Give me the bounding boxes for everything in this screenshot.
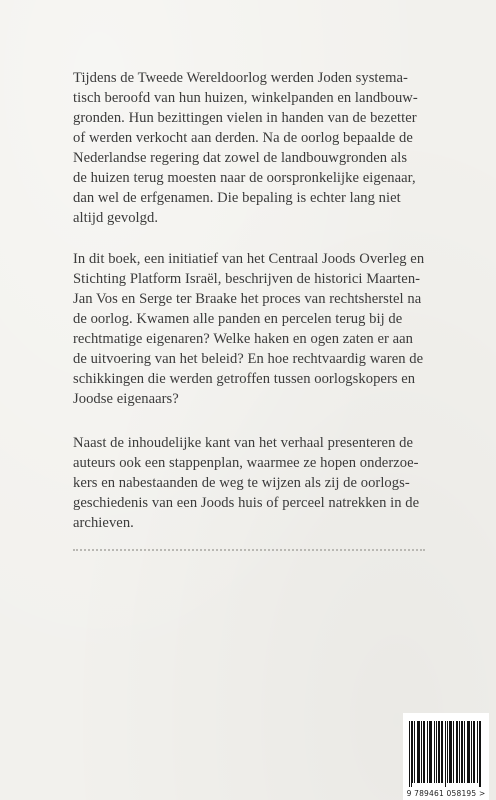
paragraph-intro — [73, 68, 428, 228]
barcode-digits: 9 789461 058195 > — [406, 789, 486, 798]
paragraph-text: Tijdens de Tweede Wereldoorlog werden Joden systema- tisch beroofd van hun huizen, winkelpanden en landbouw- gronden. Hun bezittingen vielen in handen van de bezetter of werden verkocht aan derden. Na de oorlog bepaalde de Nederlandse regering dat zowel de landbouwgronden als de huizen terug moesten naar de oorspronkelijke eigenaar, dan wel de erfgenamen. Die bepaling is echter lang niet altijd gevolgd. — [73, 70, 418, 226]
dotted-divider — [73, 549, 425, 551]
isbn-barcode — [403, 713, 489, 800]
barcode-bars-icon — [409, 721, 483, 787]
paragraph-text: Naast de inhoudelijke kant van het verhaal presenteren de auteurs ook een stappenplan, waarmee ze hopen onderzoe- kers en nabestaanden de weg te wijzen als zij de oorlogs- geschiedenis van een Joods huis of perceel natrekken in de archieven. — [73, 435, 420, 531]
paragraph-text: In dit boek, een initiatief van het Centraal Joods Overleg en Stichting Platform Israël, beschrijven de historici Maarten- Jan Vos en Serge ter Braake het proces van rechtsherstel na de oorlog. Kwamen alle panden en percelen terug bij de rechtmatige eigenaren? Welke haken en ogen zaten er aan de uitvoering van het beleid? En hoe rechtvaardig waren de schikkingen die werden getroffen tussen oorlogskopers en Joodse eigenaars? — [73, 251, 425, 407]
paragraph-book-summary — [73, 249, 428, 409]
paragraph-step-plan — [73, 433, 428, 533]
